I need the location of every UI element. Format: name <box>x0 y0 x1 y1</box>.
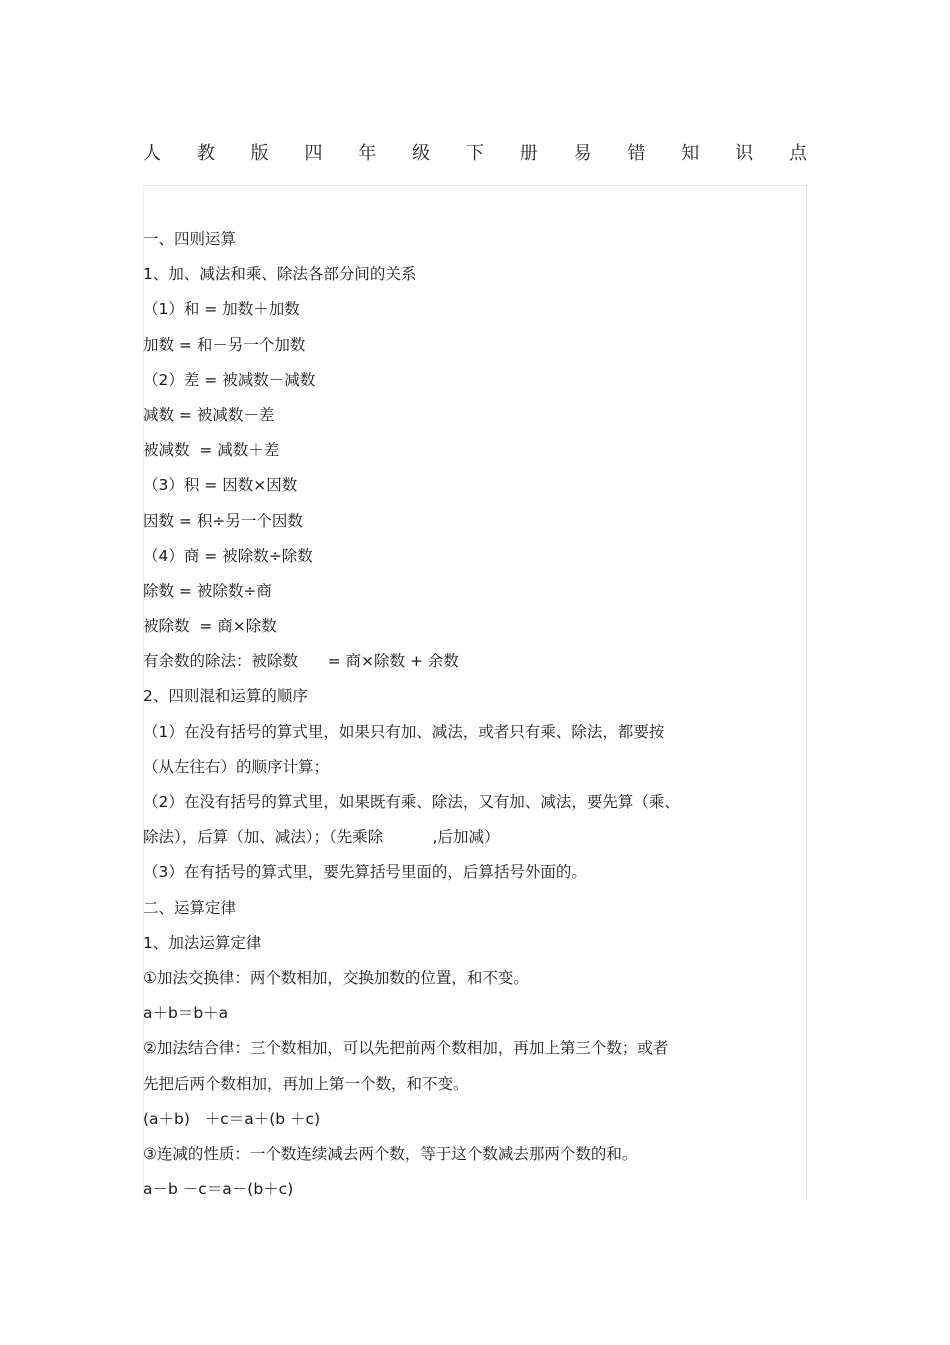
section-heading: 一、四则运算 <box>143 230 237 248</box>
text-line: 减数 = 被减数－差 <box>143 405 275 424</box>
subsection-heading: 2、四则混和运算的顺序 <box>143 687 308 706</box>
text-line: 加数 = 和－另一个加数 <box>143 335 306 354</box>
document-body <box>143 222 793 1207</box>
title-char: 下 <box>465 143 484 164</box>
title-char: 识 <box>735 143 754 164</box>
text-line: （4）商 = 被除数÷除数 <box>143 546 313 565</box>
text-line: （2）在没有括号的算式里，如果既有乘、除法，又有加、减法，要先算（乘、 <box>143 793 680 811</box>
text-line: （1）和 = 加数＋加数 <box>143 300 300 319</box>
formula-line: a－b －c＝a－(b＋c) <box>143 1180 294 1199</box>
text-line: 被减数 = 减数＋差 <box>143 441 280 460</box>
text-line: ①加法交换律：两个数相加，交换加数的位置，和不变。 <box>143 968 529 987</box>
content-frame-top-border <box>143 185 807 186</box>
text-line: 有余数的除法：被除数 = 商×除数 + 余数 <box>143 652 459 671</box>
content-frame-right-border <box>806 185 807 1201</box>
subsection-heading: 1、加法运算定律 <box>143 933 262 952</box>
text-line: （1）在没有括号的算式里，如果只有加、减法，或者只有乘、除法，都要按 <box>143 722 665 741</box>
subsection-heading: 1、加、减法和乘、除法各部分间的关系 <box>143 265 417 284</box>
title-char: 四 <box>304 143 323 164</box>
text-line: 先把后两个数相加，再加上第一个数，和不变。 <box>143 1074 469 1093</box>
text-line: （3）在有括号的算式里，要先算括号里面的，后算括号外面的。 <box>143 863 587 882</box>
text-line: 因数 = 积÷另一个因数 <box>143 511 303 530</box>
formula-line: a＋b＝b＋a <box>143 1004 229 1023</box>
text-line: 除法），后算（加、减法）；（先乘除 ,后加减） <box>143 828 500 847</box>
text-line: （2）差 = 被减数－减数 <box>143 370 316 389</box>
text-line: （3）积 = 因数×因数 <box>143 476 298 495</box>
text-line: ③连减的性质：一个数连续减去两个数，等于这个数减去那两个数的和。 <box>143 1144 638 1163</box>
title-char: 错 <box>627 143 646 164</box>
text-line: 除数 = 被除数÷商 <box>143 581 272 600</box>
title-char: 点 <box>788 143 807 164</box>
section-heading: 二、运算定律 <box>143 898 237 917</box>
page-title <box>143 138 807 166</box>
text-line: 被除数 = 商×除数 <box>143 617 277 636</box>
title-char: 级 <box>412 143 431 164</box>
title-char: 教 <box>196 143 215 164</box>
text-line: （从左往右）的顺序计算； <box>143 757 330 776</box>
title-char: 册 <box>519 143 538 164</box>
title-char: 知 <box>681 143 700 164</box>
title-char: 易 <box>573 143 592 164</box>
formula-line: (a＋b) ＋c＝a＋(b ＋c) <box>143 1109 321 1128</box>
title-char: 年 <box>358 143 377 164</box>
text-line: ②加法结合律：三个数相加，可以先把前两个数相加，再加上第三个数；或者 <box>143 1039 669 1058</box>
title-char: 版 <box>250 143 269 164</box>
title-char: 人 <box>143 143 161 164</box>
